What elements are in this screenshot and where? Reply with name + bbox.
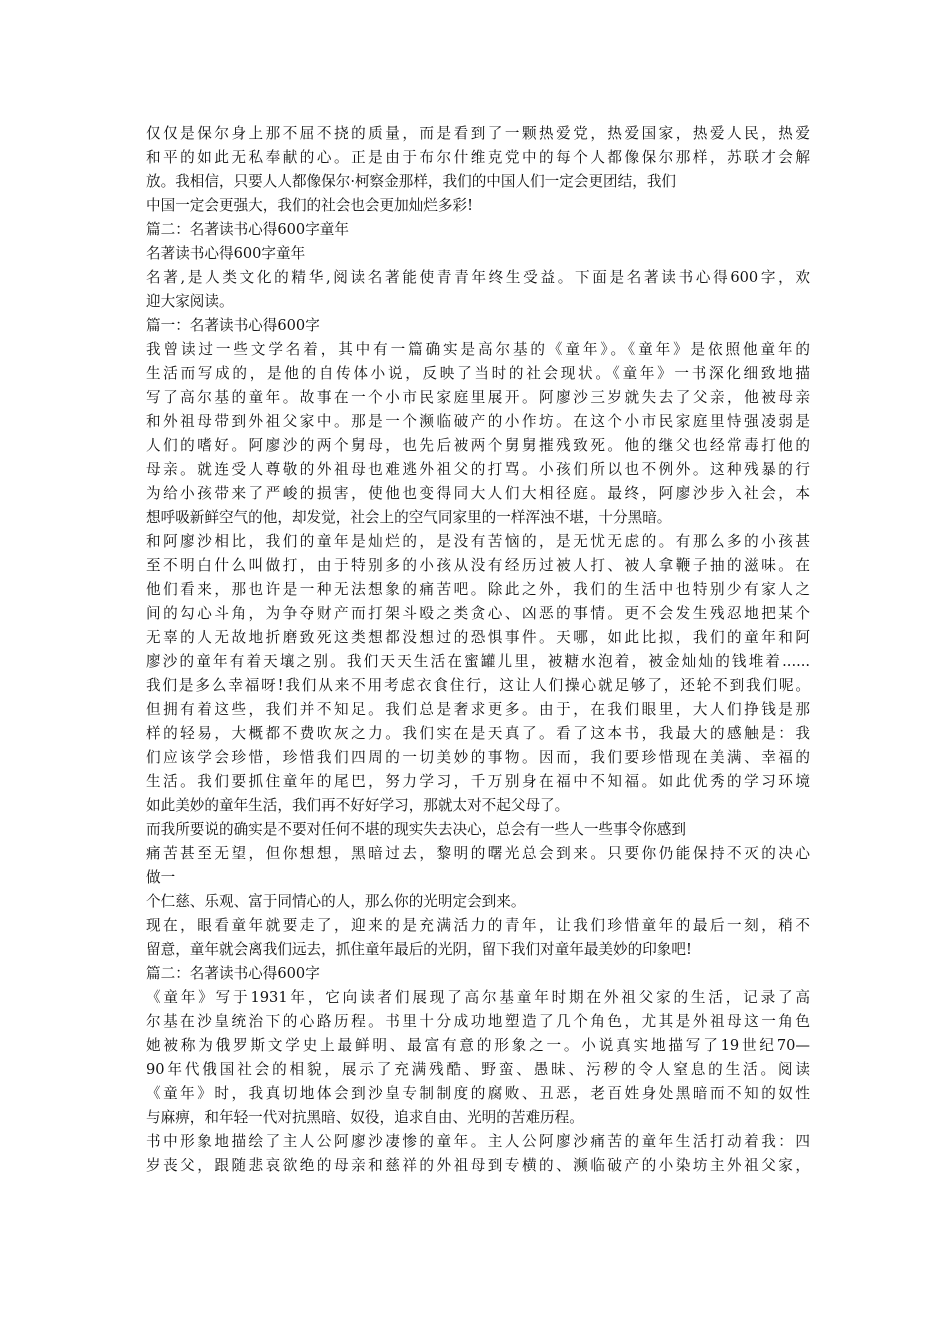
text-line: 和平的如此无私奉献的心。正是由于布尔什维克党中的每个人都像保尔那样，苏联才会解 [146, 149, 810, 166]
text-line: 们应该学会珍惜，珍惜我们四周的一切美妙的事物。因而，我们要珍惜现在美满、幸福的 [146, 749, 810, 766]
text-line: 篇二：名著读书心得600字 [146, 965, 320, 982]
text-line: 而我所要说的确实是不要对任何不堪的现实失去决心，总会有一些人一些事令你感到 [146, 821, 686, 838]
text-line: 我曾读过一些文学名着，其中有一篇确实是高尔基的《童年》。《童年》是依照他童年的 [146, 341, 810, 358]
text-line: 如此美妙的童年生活，我们再不好好学习，那就太对不起父母了。 [146, 797, 570, 814]
text-line: 个仁慈、乐观、富于同情心的人，那么你的光明定会到来。 [146, 893, 526, 910]
text-line: 样的轻易，大概都不费吹灰之力。我们实在是天真了。看了这本书，我最大的感触是：我 [146, 725, 810, 742]
text-line: 生活。我们要抓住童年的尾巴，努力学习，千万别身在福中不知福。如此优秀的学习环境 [146, 773, 810, 790]
text-line: 为给小孩带来了严峻的损害，使他也变得同大人们大相径庭。最终，阿廖沙步入社会，本 [146, 485, 810, 502]
text-line: 篇二：名著读书心得600字童年 [146, 221, 349, 238]
text-line: 与麻痹，和年轻一代对抗黑暗、奴役，追求自由、光明的苦难历程。 [146, 1109, 584, 1126]
text-line: 篇一：名著读书心得600字 [146, 317, 320, 334]
text-line: 做一 [146, 869, 176, 886]
text-line: 岁丧父，跟随悲哀欲绝的母亲和慈祥的外祖母到专横的、濒临破产的小染坊主外祖父家， [146, 1157, 810, 1174]
text-line: 90年代俄国社会的相貌，展示了充满残酷、野蛮、愚昧、污秽的令人窒息的生活。阅读 [146, 1061, 810, 1078]
text-line: 尔基在沙皇统治下的心路历程。书里十分成功地塑造了几个角色，尤其是外祖母这一角色 [146, 1013, 810, 1030]
text-line: 无辜的人无故地折磨致死这类想都没想过的恐惧事件。天哪，如此比拟，我们的童年和阿 [146, 629, 810, 646]
text-line: 仅仅是保尔身上那不屈不挠的质量，而是看到了一颗热爱党，热爱国家，热爱人民，热爱 [146, 125, 810, 142]
text-line: 廖沙的童年有着天壤之别。我们天天生活在蜜罐儿里，被糖水泡着，被金灿灿的钱堆着...... [146, 653, 810, 670]
text-line: 痛苦甚至无望，但你想想，黑暗过去，黎明的曙光总会到来。只要你仍能保持不灭的决心 [146, 845, 810, 862]
text-line: 《童年》时，我真切地体会到沙皇专制制度的腐败、丑恶，老百姓身处黑暗而不知的奴性 [146, 1085, 810, 1102]
text-line: 迎大家阅读。 [146, 293, 234, 310]
text-line: 但拥有着这些，我们并不知足。我们总是奢求更多。由于，在我们眼里，大人们挣钱是那 [146, 701, 810, 718]
text-line: 他们看来，那也许是一种无法想象的痛苦吧。除此之外，我们的生活中也特别少有家人之 [146, 581, 810, 598]
text-line: 想呼吸新鲜空气的他，却发觉，社会上的空气同家里的一样浑浊不堪，十分黑暗。 [146, 509, 672, 526]
text-line: 书中形象地描绘了主人公阿廖沙凄惨的童年。主人公阿廖沙痛苦的童年生活打动着我：四 [146, 1133, 810, 1150]
text-line: 人们的嗜好。阿廖沙的两个舅母，也先后被两个舅舅摧残致死。他的继父也经常毒打他的 [146, 437, 810, 454]
document-page [146, 122, 810, 1178]
text-line: 生活而写成的，是他的自传体小说，反映了当时的社会现状。《童年》一书深化细致地描 [146, 365, 810, 382]
text-line: 名著,是人类文化的精华,阅读名著能使青青年终生受益。下面是名著读书心得600字，欢 [146, 269, 810, 286]
text-line: 留意，童年就会离我们远去，抓住童年最后的光阴，留下我们对童年最美妙的印象吧! [146, 941, 692, 958]
text-line: 她被称为俄罗斯文学史上最鲜明、最富有意的形象之一。小说真实地描写了19世纪70— [146, 1037, 810, 1054]
text-line: 《童年》写于1931年，它向读者们展现了高尔基童年时期在外祖父家的生活，记录了高 [146, 989, 810, 1006]
text-line: 中国一定会更强大，我们的社会也会更加灿烂多彩! [146, 197, 473, 214]
text-line: 现在，眼看童年就要走了，迎来的是充满活力的青年，让我们珍惜童年的最后一刻，稍不 [146, 917, 810, 934]
text-line: 至不明白什么叫做打，由于特别多的小孩从没有经历过被人打、被人拿鞭子抽的滋味。在 [146, 557, 810, 574]
text-line: 写了高尔基的童年。故事在一个小市民家庭里展开。阿廖沙三岁就失去了父亲，他被母亲 [146, 389, 810, 406]
text-line: 我们是多么幸福呀!我们从来不用考虑衣食住行，这让人们操心就足够了，还轮不到我们呢。 [146, 677, 810, 694]
text-line: 名著读书心得600字童年 [146, 245, 306, 262]
text-line: 和阿廖沙相比，我们的童年是灿烂的，是没有苦恼的，是无忧无虑的。有那么多的小孩甚 [146, 533, 810, 550]
text-line: 放。我相信，只要人人都像保尔·柯察金那样，我们的中国人们一定会更团结，我们 [146, 173, 677, 190]
text-line: 间的勾心斗角，为争夺财产而打架斗殴之类贪心、凶恶的事情。更不会发生残忍地把某个 [146, 605, 810, 622]
text-line: 和外祖母带到外祖父家中。那是一个濒临破产的小作坊。在这个小市民家庭里恃强凌弱是 [146, 413, 810, 430]
text-line: 母亲。就连受人尊敬的外祖母也难逃外祖父的打骂。小孩们所以也不例外。这种残暴的行 [146, 461, 810, 478]
